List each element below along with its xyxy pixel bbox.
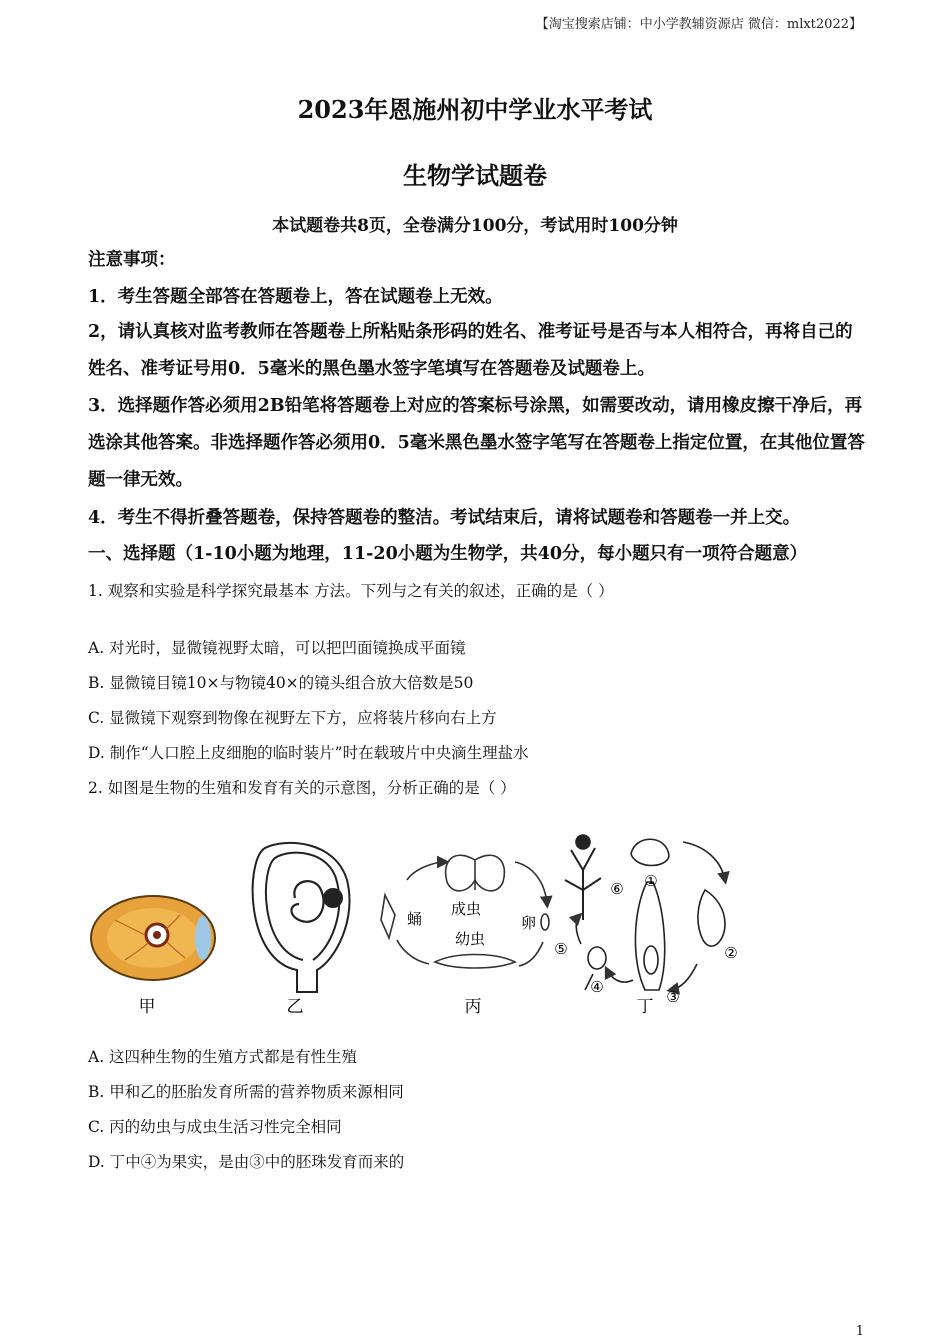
panel-label-yi: 乙 bbox=[286, 997, 304, 1017]
uterus-illustration bbox=[253, 843, 350, 992]
question-2-option-c: C. 丙的幼虫与成虫生活习性完全相同 bbox=[88, 1118, 342, 1136]
question-1-option-b: B. 显微镜目镜10×与物镜40×的镜头组合放大倍数是50 bbox=[88, 674, 474, 692]
question-1-stem: 1. 观察和实验是科学探究最基本 方法。下列与之有关的叙述，正确的是（ ） bbox=[88, 582, 614, 600]
panel-label-bing: 丙 bbox=[464, 997, 482, 1017]
notice-item-2: 2，请认真核对监考教师在答题卷上所粘贴条形码的姓名、准考证号是否与本人相符合，再将自己的姓名、准考证号用0．5毫米的黑色墨水签字笔填写在答题卷及试题卷上。 bbox=[88, 322, 853, 379]
ding-label-2: ② bbox=[724, 944, 738, 962]
question-1-option-d: D. 制作“人口腔上皮细胞的临时装片”时在载玻片中央滴生理盐水 bbox=[88, 744, 529, 762]
panel-label-ding: 丁 bbox=[636, 997, 654, 1017]
egg-illustration bbox=[91, 896, 215, 980]
question-2-option-b: B. 甲和乙的胚胎发育所需的营养物质来源相同 bbox=[88, 1083, 404, 1101]
panel-label-jia: 甲 bbox=[138, 997, 156, 1017]
exam-title: 2023年恩施州初中学业水平考试 bbox=[297, 95, 653, 124]
bing-label-egg: 卵 bbox=[521, 914, 537, 932]
bing-label-adult: 成虫 bbox=[451, 900, 482, 918]
ding-label-1: ① bbox=[644, 872, 658, 890]
ding-label-4: ④ bbox=[590, 978, 604, 996]
reproduction-figure bbox=[85, 820, 755, 1020]
exam-info: 本试题卷共8页，全卷满分100分，考试用时100分钟 bbox=[272, 216, 678, 236]
section-heading: 一、选择题（1-10小题为地理，11-20小题为生物学，共40分，每小题只有一项符合题意） bbox=[88, 544, 808, 564]
header-note: 【淘宝搜索店铺：中小学教辅资源店 微信：mlxt2022】 bbox=[535, 17, 862, 32]
notice-heading: 注意事项： bbox=[88, 250, 176, 270]
question-1-option-c: C. 显微镜下观察到物像在视野左下方，应将装片移向右上方 bbox=[88, 709, 497, 727]
ding-label-3: ③ bbox=[666, 988, 680, 1006]
plant-cycle-illustration bbox=[565, 835, 725, 990]
question-2-option-d: D. 丁中④为果实，是由③中的胚珠发育而来的 bbox=[88, 1153, 405, 1171]
bing-label-pupa: 蛹 bbox=[407, 910, 423, 928]
question-1-option-a: A. 对光时，显微镜视野太暗，可以把凹面镜换成平面镜 bbox=[88, 639, 466, 657]
question-2-option-a: A. 这四种生物的生殖方式都是有性生殖 bbox=[88, 1048, 358, 1066]
question-2-stem: 2. 如图是生物的生殖和发育有关的示意图，分析正确的是（ ） bbox=[88, 779, 516, 797]
exam-subtitle: 生物学试题卷 bbox=[403, 161, 547, 190]
notice-item-3: 3．选择题作答必须用2B铅笔将答题卷上对应的答案标号涂黑，如需要改动，请用橡皮擦干净后，再选涂其他答案。非选择题作答必须用0．5毫米黑色墨水签字笔写在答题卷上指定位置，在其他位置答题一律无效。 bbox=[88, 396, 865, 490]
ding-label-6: ⑥ bbox=[610, 880, 624, 898]
notice-item-1: 1．考生答题全部答在答题卷上，答在试题卷上无效。 bbox=[88, 287, 503, 307]
page-number: 1 bbox=[855, 1324, 864, 1339]
notice-item-4: 4．考生不得折叠答题卷，保持答题卷的整洁。考试结束后，请将试题卷和答题卷一并上交。 bbox=[88, 508, 801, 528]
ding-label-5: ⑤ bbox=[554, 940, 568, 958]
bing-label-larva: 幼虫 bbox=[455, 930, 486, 948]
